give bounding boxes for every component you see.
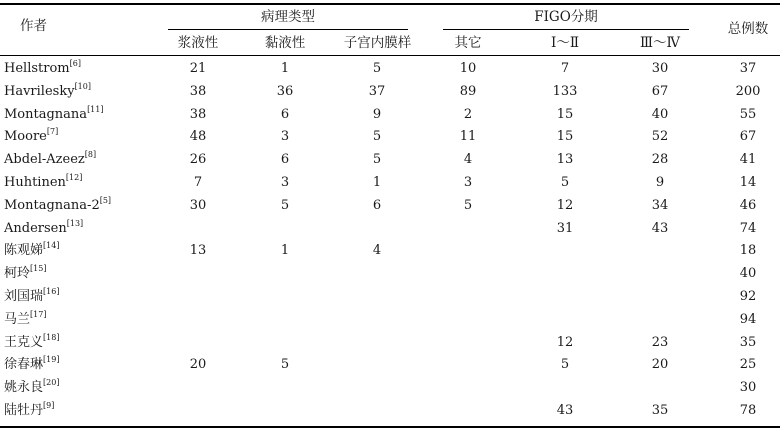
author-cell bbox=[4, 220, 83, 238]
header-total: 总例数 bbox=[727, 21, 769, 37]
cell-serous: 21 bbox=[189, 61, 207, 76]
author-name: 柯玲 bbox=[4, 266, 31, 282]
cell-mucinous: 6 bbox=[280, 106, 290, 122]
pathology-group-rule bbox=[168, 29, 408, 30]
cell-total: 78 bbox=[739, 403, 757, 418]
cell-s34: 23 bbox=[651, 334, 669, 350]
table-row bbox=[0, 58, 780, 80]
cell-other: 5 bbox=[463, 197, 473, 213]
cell-serous: 20 bbox=[189, 357, 207, 373]
cell-endometrioid: 6 bbox=[372, 197, 382, 213]
cell-s12: 13 bbox=[556, 152, 574, 168]
author-cell bbox=[4, 356, 59, 374]
cell-total: 37 bbox=[739, 61, 757, 76]
cell-total: 30 bbox=[739, 380, 757, 396]
cell-mucinous: 3 bbox=[280, 175, 290, 190]
author-name: Andersen bbox=[4, 220, 67, 236]
cell-mucinous: 5 bbox=[280, 197, 290, 213]
author-name: 姚永良 bbox=[4, 380, 44, 396]
author-name: 马兰 bbox=[4, 311, 31, 327]
cell-s12: 31 bbox=[556, 220, 574, 236]
cell-s34: 34 bbox=[651, 197, 669, 213]
cell-other: 4 bbox=[463, 152, 473, 168]
cell-s34: 35 bbox=[651, 403, 669, 418]
table-row bbox=[0, 377, 780, 399]
author-name: Huhtinen bbox=[4, 175, 66, 190]
cell-endometrioid: 5 bbox=[372, 61, 382, 76]
table-row bbox=[0, 286, 780, 308]
author-cell bbox=[4, 174, 82, 192]
reference-marker: [5] bbox=[99, 195, 112, 205]
author-name: 王克义 bbox=[4, 334, 44, 350]
cell-mucinous: 5 bbox=[280, 357, 290, 373]
author-cell bbox=[4, 197, 111, 215]
cell-mucinous: 1 bbox=[280, 61, 290, 76]
author-name: 徐春琳 bbox=[4, 357, 44, 373]
cell-mucinous: 3 bbox=[280, 129, 290, 145]
author-name: Abdel-Azeez bbox=[4, 152, 85, 168]
reference-marker: [8] bbox=[84, 150, 97, 160]
reference-marker: [7] bbox=[46, 127, 59, 137]
table-row bbox=[0, 126, 780, 148]
header-rule bbox=[0, 55, 780, 56]
cell-total: 46 bbox=[739, 197, 757, 213]
header-stage-3-4: Ⅲ～Ⅳ bbox=[639, 35, 680, 51]
cell-total: 74 bbox=[739, 220, 757, 236]
table-row bbox=[0, 263, 780, 285]
cell-s12: 12 bbox=[556, 334, 574, 350]
author-name: Moore bbox=[4, 129, 47, 145]
cell-s12: 133 bbox=[552, 83, 578, 99]
author-cell bbox=[4, 242, 59, 260]
cell-total: 35 bbox=[739, 334, 757, 350]
table-row bbox=[0, 240, 780, 262]
cell-s34: 52 bbox=[651, 129, 669, 145]
author-cell bbox=[4, 151, 96, 169]
reference-marker: [16] bbox=[43, 287, 60, 296]
cell-total: 92 bbox=[739, 289, 757, 304]
header-figo-group: FIGO分期 bbox=[534, 9, 598, 25]
author-name: 刘国瑞 bbox=[4, 289, 44, 304]
cell-s12: 7 bbox=[560, 61, 570, 76]
cell-serous: 26 bbox=[189, 152, 207, 168]
cell-endometrioid: 9 bbox=[372, 106, 382, 122]
author-cell bbox=[4, 288, 59, 306]
table-row bbox=[0, 400, 780, 422]
author-cell bbox=[4, 106, 103, 124]
reference-marker: [15] bbox=[30, 264, 47, 274]
cell-other: 3 bbox=[463, 175, 473, 190]
cell-s34: 9 bbox=[655, 175, 665, 190]
cell-total: 40 bbox=[739, 266, 757, 282]
cell-mucinous: 1 bbox=[280, 243, 290, 259]
cell-serous: 38 bbox=[189, 106, 207, 122]
cell-total: 41 bbox=[739, 152, 757, 168]
table-row bbox=[0, 149, 780, 171]
cell-s12: 12 bbox=[556, 197, 574, 213]
header-serous: 浆液性 bbox=[177, 35, 219, 51]
table-row bbox=[0, 332, 780, 354]
reference-marker: [10] bbox=[74, 81, 91, 91]
table-row bbox=[0, 195, 780, 217]
cell-other: 2 bbox=[463, 106, 473, 122]
header-endometrioid: 子宫内膜样 bbox=[343, 35, 412, 51]
reference-marker: [13] bbox=[66, 218, 84, 228]
reference-marker: [6] bbox=[69, 59, 81, 68]
cell-serous: 38 bbox=[189, 83, 207, 99]
cell-total: 25 bbox=[739, 357, 757, 373]
author-cell bbox=[4, 379, 59, 397]
author-cell bbox=[4, 334, 59, 352]
author-cell bbox=[4, 265, 46, 283]
cell-s34: 30 bbox=[651, 61, 669, 76]
cell-s12: 15 bbox=[556, 129, 574, 145]
cell-endometrioid: 5 bbox=[372, 129, 382, 145]
header-other: 其它 bbox=[454, 35, 482, 51]
cell-serous: 30 bbox=[189, 197, 207, 213]
reference-marker: [11] bbox=[87, 104, 104, 114]
header-author: 作者 bbox=[20, 18, 47, 34]
cell-serous: 7 bbox=[193, 175, 203, 190]
reference-marker: [12] bbox=[65, 173, 83, 182]
cell-total: 67 bbox=[739, 129, 757, 145]
table-row bbox=[0, 81, 780, 103]
cell-s12: 15 bbox=[556, 106, 574, 122]
author-cell bbox=[4, 128, 58, 146]
table-top-rule bbox=[0, 3, 780, 5]
header-stage-1-2: Ⅰ～Ⅱ bbox=[550, 35, 579, 51]
table-row bbox=[0, 218, 780, 240]
cell-total: 94 bbox=[739, 311, 757, 327]
cell-mucinous: 6 bbox=[280, 152, 290, 168]
author-name: Montagnana-2 bbox=[4, 197, 100, 213]
cell-s34: 28 bbox=[651, 152, 669, 168]
author-name: Havrilesky bbox=[4, 83, 75, 99]
cell-endometrioid: 37 bbox=[368, 83, 386, 99]
cell-s12: 5 bbox=[560, 175, 570, 190]
table-row bbox=[0, 172, 780, 194]
cell-serous: 48 bbox=[189, 129, 207, 145]
author-cell bbox=[4, 402, 54, 420]
cell-s12: 5 bbox=[560, 357, 570, 373]
cell-total: 200 bbox=[735, 83, 761, 99]
author-cell bbox=[4, 83, 91, 101]
header-mucinous: 黏液性 bbox=[264, 35, 306, 51]
reference-marker: [17] bbox=[30, 309, 47, 319]
table-bottom-rule bbox=[0, 426, 780, 428]
cell-serous: 13 bbox=[189, 243, 207, 259]
cell-s34: 20 bbox=[651, 357, 669, 373]
cell-other: 11 bbox=[459, 129, 477, 145]
reference-marker: [9] bbox=[43, 401, 55, 410]
cell-endometrioid: 4 bbox=[372, 243, 382, 259]
reference-marker: [18] bbox=[43, 332, 60, 342]
author-cell bbox=[4, 311, 46, 329]
reference-marker: [14] bbox=[43, 241, 60, 251]
figo-group-rule bbox=[443, 29, 689, 30]
author-name: 陆牡丹 bbox=[4, 403, 44, 418]
reference-marker: [19] bbox=[43, 355, 60, 365]
cell-mucinous: 36 bbox=[276, 83, 294, 99]
header-pathology-group: 病理类型 bbox=[261, 9, 315, 25]
table-row bbox=[0, 309, 780, 331]
cell-total: 14 bbox=[739, 175, 757, 190]
cell-total: 55 bbox=[739, 106, 757, 122]
cell-endometrioid: 5 bbox=[372, 152, 382, 168]
cell-s34: 40 bbox=[651, 106, 669, 122]
cell-other: 89 bbox=[459, 83, 477, 99]
table-row bbox=[0, 104, 780, 126]
table-row bbox=[0, 354, 780, 376]
cell-total: 18 bbox=[739, 243, 757, 259]
cell-s34: 67 bbox=[651, 83, 669, 99]
cell-s12: 43 bbox=[556, 403, 574, 418]
cell-s34: 43 bbox=[651, 220, 669, 236]
cell-other: 10 bbox=[459, 61, 477, 76]
author-name: 陈观娣 bbox=[4, 243, 44, 259]
author-name: Montagnana bbox=[4, 106, 88, 122]
cell-endometrioid: 1 bbox=[372, 175, 382, 190]
author-cell bbox=[4, 60, 81, 78]
reference-marker: [20] bbox=[43, 378, 60, 388]
author-name: Hellstrom bbox=[4, 61, 70, 76]
